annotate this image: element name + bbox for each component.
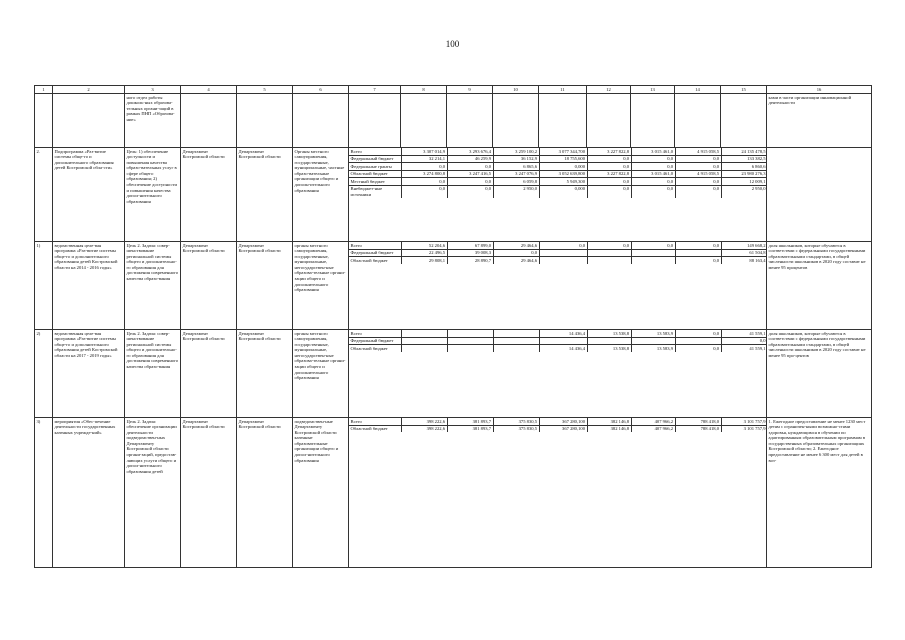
funding-value: 382 146,8 — [587, 425, 631, 432]
row-number: 1) — [35, 242, 53, 330]
funding-block — [349, 418, 767, 568]
table-row — [35, 418, 872, 568]
funding-value: 13 583,9 — [631, 345, 675, 352]
funding-value: 382 146,8 — [587, 418, 631, 425]
funding-value: 367 280,100 — [539, 418, 587, 425]
funding-value: 0,0 — [675, 155, 721, 163]
funding-value — [675, 337, 721, 345]
funding-value: 52 204,6 — [401, 242, 447, 249]
funding-value: 2 950,0 — [751, 186, 766, 192]
funding-value: 46 259,9 — [447, 155, 493, 163]
funding-source-label: Областной бюджет — [349, 257, 401, 264]
goal-cell: Цель: 1) обеспечение доступности и повышения качества образо-вательных услуг в сфере общего образования; 2) обеспечение доступности и повышения качества допол-нительного образования — [125, 148, 181, 242]
program-table — [34, 85, 872, 568]
row-number: 3) — [35, 418, 53, 568]
funding-value: 0,0 — [447, 178, 493, 186]
funding-source-label: Всего — [349, 330, 401, 337]
funding-value — [631, 337, 675, 345]
funding-value: 375 830,5 — [493, 418, 539, 425]
funding-value: 0,0 — [721, 337, 767, 345]
row-number: 2. — [35, 148, 53, 242]
funding-source-label: Областной бюджет — [349, 425, 401, 432]
funding-value: 0,0 — [675, 178, 721, 186]
funding-value: 39 008,3 — [447, 249, 493, 257]
col-header: 2 — [53, 86, 125, 94]
funding-value: 67 899,0 — [447, 242, 493, 249]
funding-row — [349, 242, 767, 249]
row-number: 2) — [35, 330, 53, 418]
col-header: 13 — [631, 86, 675, 94]
funding-value — [631, 257, 675, 264]
funding-value: 0,000 — [539, 185, 587, 198]
funding-value: 398 222,6 — [401, 418, 447, 425]
coexecutor-cell: Департамент Костромской области — [237, 418, 293, 568]
funding-value: 367 280,100 — [539, 425, 587, 432]
funding-value: 23 980 276,3 — [721, 170, 767, 178]
funding-value: 0,0 — [539, 242, 587, 249]
funding-value: 3 247 416,5 — [447, 170, 493, 178]
funding-source-label: Областной бюджет — [349, 170, 401, 178]
goal-cell: Цель 2. Задача: совер-шенствование региональной системы общего и дополнительно-го образования для достижения современного качества образо-вания — [125, 330, 181, 418]
funding-value — [493, 337, 539, 345]
funding-value: 0,0 — [587, 155, 631, 163]
funding-value: 3 293 676,4 — [447, 148, 493, 155]
funding-value: 3 101 757,9 — [721, 418, 767, 425]
col-header: 4 — [181, 86, 237, 94]
funding-source-label: Местный бюджет — [349, 178, 401, 186]
table-row — [35, 94, 872, 148]
funding-row — [349, 170, 767, 178]
funding-value: 0,0 — [631, 163, 675, 171]
col-header: 5 — [237, 86, 293, 94]
funding-value: 149 668,2 — [721, 242, 767, 249]
funding-row — [349, 185, 767, 198]
funding-value — [587, 249, 631, 257]
funding-row — [349, 330, 767, 337]
col-header: 10 — [493, 86, 539, 94]
funding-value: 788 418,0 — [675, 418, 721, 425]
participants-cell: органы местного самоуправления, государственные, муниципальные, негосударствен-ные образова-тельные органи-зации общего и дополнительного образования — [293, 330, 349, 418]
funding-source-label: Внебюджет-ные источники — [349, 185, 401, 198]
funding-value: 788 418,0 — [675, 425, 721, 432]
col-header: 7 — [349, 86, 401, 94]
funding-row — [349, 345, 767, 352]
goal-cell: Цель 2. Задача: совер-шенствование региональной системы общего и дополнительно-го образования для достижения современного качества образо-вания — [125, 242, 181, 330]
coexecutor-cell: Департамент Костромской области — [237, 242, 293, 330]
funding-value: 4 915 058,5 — [675, 148, 721, 155]
funding-value: 22 496,5 — [401, 249, 447, 257]
funding-value: 3 015 461,0 — [631, 148, 675, 155]
result-cell: 1. Ежегодное предоставление не менее 1230 мест детям с ограничен-ными возможно-стями здоровья, нуждающимся в обучении по адаптированным образовательным программам в государственных образовательных организациях Костромской области; 2. Ежегодное предоставление не менее 6 300 мест для детей в воз- — [767, 418, 872, 568]
col-header: 16 — [767, 86, 872, 94]
executor-cell: Департамент Костромской области — [181, 330, 237, 418]
funding-value: 0,0 — [675, 345, 721, 352]
funding-row — [349, 418, 767, 425]
executor-cell: Департамент Костромской области — [181, 242, 237, 330]
funding-value: 0,0 — [631, 185, 675, 198]
funding-value: 0,0 — [587, 163, 631, 171]
funding-source-label: Федеральный бюджет — [349, 249, 401, 257]
executor-cell: Департамент Костромской области — [181, 148, 237, 242]
funding-value: 6 865,6 — [493, 163, 539, 171]
funding-value: 13 538,8 — [587, 330, 631, 337]
funding-source-label: Всего — [349, 242, 401, 249]
funding-source-label: Федеральные гранты — [349, 163, 401, 171]
funding-value: 3 227 822,8 — [587, 170, 631, 178]
funding-value: 88 163,4 — [749, 257, 766, 263]
funding-value — [447, 330, 493, 337]
goal-cell: Цель 2. Задача: обеспечение организации деятельности подведомствен-ных Департаменту Костромской области органи-заций, предостав-ляющих услуги общего и допол-нительного образования детей — [125, 418, 181, 568]
funding-value: 381 893,7 — [447, 418, 493, 425]
program-name: мероприятия «Обес-печение деятельности государственных казенных учрежде-ний» — [53, 418, 125, 568]
funding-value: 0,0 — [447, 185, 493, 198]
funding-value: 3 077 344,700 — [539, 148, 587, 155]
funding-value: 0,0 — [631, 178, 675, 186]
funding-value: 0,0 — [675, 330, 721, 337]
result-cell: ками в части организации инновационной деятельности — [767, 94, 872, 148]
executor-cell: Департамент Костромской области — [181, 418, 237, 568]
col-header: 15 — [721, 86, 767, 94]
funding-value — [401, 345, 447, 352]
column-number-row — [35, 86, 872, 94]
funding-source-label: Областной бюджет — [349, 345, 401, 352]
funding-value — [493, 345, 539, 352]
funding-value: 12 009,1 — [721, 178, 767, 186]
funding-value: 0,0 — [401, 185, 447, 198]
coexecutor-cell: Департамент Костромской области — [237, 148, 293, 242]
funding-row — [349, 163, 767, 171]
funding-row — [349, 178, 767, 186]
funding-value: 3 247 076,9 — [493, 170, 539, 178]
funding-row — [349, 148, 767, 155]
col-header: 11 — [539, 86, 587, 94]
funding-value: 13 583,9 — [631, 330, 675, 337]
funding-value: 0,0 — [675, 185, 721, 198]
funding-value: 32 214,1 — [401, 155, 447, 163]
funding-value: 0,0 — [675, 257, 721, 264]
funding-value: 3 015 461,0 — [631, 170, 675, 178]
col-header: 9 — [447, 86, 493, 94]
funding-value: 29 464,6 — [493, 242, 539, 249]
funding-value — [401, 337, 447, 345]
funding-value: 0,0 — [447, 163, 493, 171]
funding-row — [349, 425, 767, 432]
funding-value: 0,0 — [675, 242, 721, 249]
funding-value: 0,0 — [401, 163, 447, 171]
funding-value: 28 890,7 — [447, 257, 493, 264]
funding-value: 407 966,2 — [631, 425, 675, 432]
funding-value: 0,0 — [493, 249, 539, 257]
col-header: 12 — [587, 86, 631, 94]
funding-value: 133 382,5 — [721, 155, 767, 163]
funding-source-label: Всего — [349, 418, 401, 425]
participants-cell: Органы местного самоуправления, государственные, муниципальные, частные образо-вательные организации общего и дополн-ительного образования — [293, 148, 349, 242]
participants-cell: подведомствен-ные Департаменту Костромской области казенные образовательные организации общего и допол-нительного образования — [293, 418, 349, 568]
funding-value: 6 860,6 — [721, 163, 767, 171]
funding-value: 41 559,1 — [749, 345, 766, 351]
funding-value: 14 436,4 — [539, 345, 587, 352]
funding-value: 36 152,9 — [493, 155, 539, 163]
col-header: 1 — [35, 86, 53, 94]
table-row — [35, 330, 872, 418]
funding-value: 24 135 478,5 — [721, 148, 767, 155]
funding-source-label: Всего — [349, 148, 401, 155]
funding-value — [447, 345, 493, 352]
funding-value: 3 274 800,8 — [401, 170, 447, 178]
funding-value: 2 950,0 — [493, 185, 539, 198]
funding-value: 398 222,6 — [401, 425, 447, 432]
funding-value: 29 464,6 — [493, 257, 539, 264]
funding-value: 0,0 — [631, 155, 675, 163]
funding-block — [349, 242, 767, 330]
funding-value: 0,0 — [631, 242, 675, 249]
funding-block — [349, 330, 767, 418]
funding-value — [401, 330, 447, 337]
funding-value: 18 755,600 — [539, 155, 587, 163]
col-header: 6 — [293, 86, 349, 94]
funding-value — [587, 257, 631, 264]
funding-value — [539, 257, 587, 264]
funding-value: 3 227 822,8 — [587, 148, 631, 155]
funding-source-label: Федеральный бюджет — [349, 337, 401, 345]
funding-value: 41 559,1 — [721, 330, 767, 337]
funding-value — [539, 249, 587, 257]
col-header: 14 — [675, 86, 721, 94]
funding-row — [349, 249, 767, 257]
funding-value — [493, 330, 539, 337]
funding-value: 29 808,1 — [401, 257, 447, 264]
funding-row — [349, 257, 767, 264]
coexecutor-cell: Департамент Костромской области — [237, 330, 293, 418]
program-name: ведомственная целе-вая программа «Раз-витие системы обще-го и дополнительного образования детей Костромской области на 2017 - 2019 годы» — [53, 330, 125, 418]
funding-value: 407 966,2 — [631, 418, 675, 425]
table-row — [35, 148, 872, 242]
funding-value — [675, 249, 721, 257]
funding-row — [349, 337, 767, 345]
funding-value: 0,0 — [675, 163, 721, 171]
funding-value: 3 259 100,2 — [493, 148, 539, 155]
result-cell: доля школьников, которые обучаются в соответствии с федеральными государственными образовательными стандартами, в общей численности школьников в 2020 году составит не менее 95 про-центов — [767, 330, 872, 418]
table-row — [35, 242, 872, 330]
funding-source-label: Федеральный бюджет — [349, 155, 401, 163]
funding-value: 14 436,4 — [539, 330, 587, 337]
program-name: ведомственная целе-вая программа «Раз-витие системы обще-го и дополнительного образования детей Костромской области на 2014 - 2016 годы» — [53, 242, 125, 330]
funding-block — [349, 148, 767, 242]
participants-cell: органы местного самоуправления, государственные, муниципальные, негосударствен-ные образова-тельные органи-зации общего и дополнительного образования — [293, 242, 349, 330]
funding-value — [539, 337, 587, 345]
funding-value: 381 893,7 — [447, 425, 493, 432]
program-name: Подпрограмма «Раз-витие системы обще-го и дополнительного образования детей Костромской обла-сти» — [53, 148, 125, 242]
col-header: 3 — [125, 86, 181, 94]
funding-value: 375 830,5 — [493, 425, 539, 432]
funding-value — [587, 337, 631, 345]
result-cell: доля школьников, которые обучаются в соответствии с федеральными государственными образовательными стандартами, в общей численности школьников в 2020 году составит не менее 95 процентов — [767, 242, 872, 330]
funding-value: 3 307 014,9 — [401, 148, 447, 155]
funding-value: 5 949,300 — [539, 178, 587, 186]
funding-value — [447, 337, 493, 345]
col-header: 8 — [401, 86, 447, 94]
funding-value: 0,000 — [539, 163, 587, 171]
funding-value: 3 101 757,9 — [743, 426, 766, 432]
funding-value: 3 052 639,800 — [539, 170, 587, 178]
funding-value: 0,0 — [401, 178, 447, 186]
funding-value: 0,0 — [587, 242, 631, 249]
funding-row — [349, 155, 767, 163]
funding-value: 0,0 — [587, 185, 631, 198]
funding-value: 4 915 058,5 — [675, 170, 721, 178]
goal-cell: ного отдел работы дошколь-ных образова-тельных органи-заций в рамках ПНП «Образова-ние» — [125, 94, 181, 148]
funding-value: 13 538,8 — [587, 345, 631, 352]
funding-value — [631, 249, 675, 257]
funding-value: 61 504,8 — [721, 249, 767, 257]
page-number: 100 — [445, 39, 460, 49]
funding-value: 0,0 — [587, 178, 631, 186]
funding-value: 6 059,8 — [493, 178, 539, 186]
